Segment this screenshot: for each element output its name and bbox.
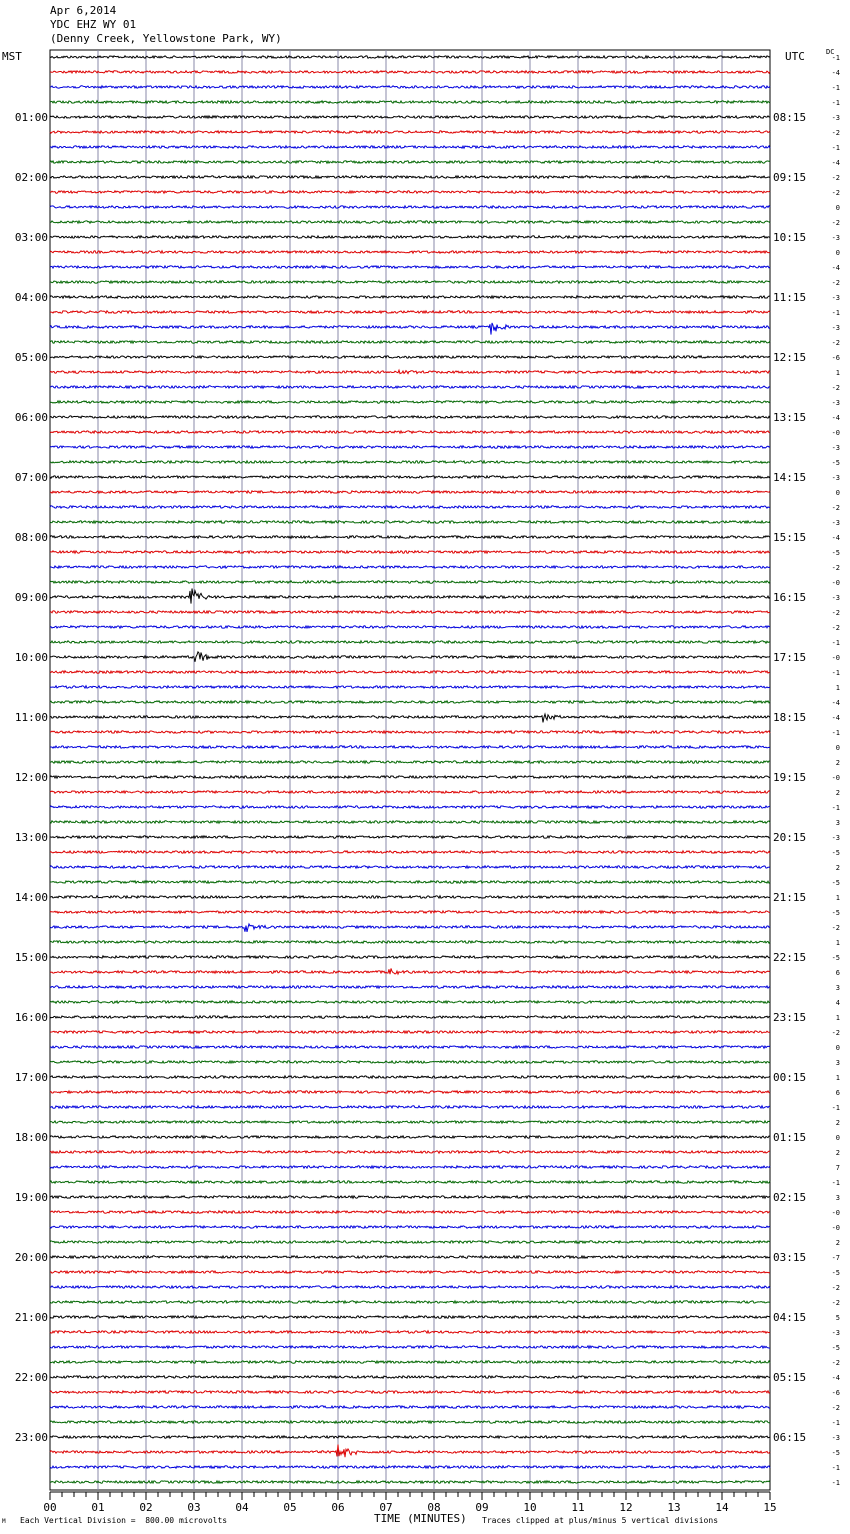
- right-hour-label: 09:15: [773, 171, 807, 184]
- trace-row: [50, 146, 770, 148]
- trace-row: [50, 71, 770, 73]
- trace-row: [50, 1136, 770, 1138]
- trace-row: [50, 791, 770, 793]
- dc-offset-value: -3: [831, 1329, 840, 1337]
- trace-row: [50, 296, 770, 298]
- trace-row: [50, 56, 770, 58]
- x-tick-label: 11: [571, 1501, 585, 1514]
- trace-row: [50, 1466, 770, 1468]
- left-hour-label: 10:00: [14, 651, 48, 664]
- dc-offset-value: 2: [835, 1149, 840, 1157]
- dc-offset-value: -3: [831, 324, 840, 332]
- dc-offset-value: 5: [835, 1314, 840, 1322]
- left-hour-label: 19:00: [14, 1191, 48, 1204]
- dc-offset-value: -1: [831, 1464, 840, 1472]
- dc-offset-value: -1: [831, 804, 840, 812]
- dc-offset-value: 6: [835, 1089, 840, 1097]
- trace-row: [50, 746, 770, 748]
- dc-offset-value: -1: [831, 1179, 840, 1187]
- trace-row: [50, 116, 770, 118]
- dc-offset-value: -2: [831, 924, 840, 932]
- trace-row: [50, 641, 770, 643]
- dc-offset-value: -0: [831, 429, 840, 437]
- x-tick-label: 13: [667, 1501, 681, 1514]
- station-title: YDC EHZ WY 01: [50, 18, 137, 31]
- right-hour-label: 19:15: [773, 771, 807, 784]
- dc-offset-value: -1: [831, 1419, 840, 1427]
- trace-row: [50, 1346, 770, 1348]
- right-hour-label: 02:15: [773, 1191, 807, 1204]
- trace-row: [50, 416, 770, 418]
- dc-offset-value: -2: [831, 1284, 840, 1292]
- trace-row: [50, 1361, 770, 1363]
- dc-offset-header: DC: [826, 48, 835, 56]
- right-hour-label: 10:15: [773, 231, 807, 244]
- right-hour-label: 18:15: [773, 711, 807, 724]
- trace-row: [50, 191, 770, 193]
- trace-row: [50, 311, 770, 313]
- right-hour-label: 22:15: [773, 951, 807, 964]
- dc-offset-value: 1: [835, 1014, 840, 1022]
- trace-row: [50, 281, 770, 283]
- dc-offset-value: -7: [831, 1254, 840, 1262]
- dc-offset-value: -2: [831, 1029, 840, 1037]
- right-hour-label: 00:15: [773, 1071, 807, 1084]
- dc-offset-value: -1: [831, 669, 840, 677]
- dc-offset-value: -4: [831, 534, 840, 542]
- dc-offset-value: -6: [831, 354, 840, 362]
- right-hour-label: 11:15: [773, 291, 807, 304]
- left-hour-label: 12:00: [14, 771, 48, 784]
- right-hour-label: 16:15: [773, 591, 807, 604]
- dc-offset-value: 2: [835, 789, 840, 797]
- clip-note: Traces clipped at plus/minus 5 vertical divisions: [482, 1516, 719, 1525]
- left-hour-label: 15:00: [14, 951, 48, 964]
- trace-row: [50, 221, 770, 223]
- left-hour-label: 13:00: [14, 831, 48, 844]
- trace-row: [50, 1001, 770, 1003]
- dc-offset-value: -3: [831, 519, 840, 527]
- trace-row: [50, 671, 770, 673]
- dc-offset-value: -5: [831, 1449, 840, 1457]
- dc-offset-value: -0: [831, 1224, 840, 1232]
- dc-offset-value: -2: [831, 384, 840, 392]
- trace-row: [50, 761, 770, 763]
- dc-offset-value: 0: [835, 1044, 840, 1052]
- trace-row: [50, 401, 770, 403]
- left-hour-label: 23:00: [14, 1431, 48, 1444]
- dc-offset-value: -5: [831, 1344, 840, 1352]
- left-hour-label: 11:00: [14, 711, 48, 724]
- dc-offset-value: -2: [831, 174, 840, 182]
- trace-row: [50, 1256, 770, 1258]
- right-hour-label: 23:15: [773, 1011, 807, 1024]
- dc-offset-value: -2: [831, 219, 840, 227]
- dc-offset-value: -1: [831, 144, 840, 152]
- left-hour-label: 04:00: [14, 291, 48, 304]
- trace-row: [50, 1211, 770, 1213]
- left-hour-label: 14:00: [14, 891, 48, 904]
- trace-row: [50, 551, 770, 553]
- plot-frame: [50, 50, 770, 1490]
- dc-offset-value: 0: [835, 744, 840, 752]
- trace-row: [50, 1376, 770, 1378]
- trace-row: [50, 1271, 770, 1273]
- trace-row: [50, 251, 770, 253]
- trace-row: [50, 386, 770, 388]
- x-tick-label: 10: [523, 1501, 537, 1514]
- left-hour-label: 02:00: [14, 171, 48, 184]
- left-hour-label: 05:00: [14, 351, 48, 364]
- scale-note: Each Vertical Division = 800.00 microvolts: [20, 1516, 228, 1525]
- dc-offset-value: 2: [835, 864, 840, 872]
- dc-offset-value: 7: [835, 1164, 840, 1172]
- trace-row: [50, 714, 770, 722]
- trace-row: [50, 1196, 770, 1198]
- trace-row: [50, 1166, 770, 1168]
- trace-row: [50, 566, 770, 568]
- right-timezone-label: UTC: [785, 50, 805, 63]
- trace-row: [50, 491, 770, 493]
- trace-row: [50, 1331, 770, 1333]
- trace-row: [50, 323, 770, 335]
- trace-row: [50, 1226, 770, 1228]
- dc-offset-value: -5: [831, 549, 840, 557]
- dc-offset-value: -0: [831, 579, 840, 587]
- dc-offset-value: 0: [835, 204, 840, 212]
- trace-row: [50, 446, 770, 448]
- dc-offset-value: -2: [831, 564, 840, 572]
- trace-row: [50, 1076, 770, 1078]
- dc-offset-value: -2: [831, 189, 840, 197]
- x-tick-label: 07: [379, 1501, 393, 1514]
- dc-offset-value: -4: [831, 1374, 840, 1382]
- dc-offset-value: 3: [835, 984, 840, 992]
- dc-offset-value: 1: [835, 684, 840, 692]
- right-hour-label: 21:15: [773, 891, 807, 904]
- trace-row: [50, 1031, 770, 1033]
- left-hour-label: 20:00: [14, 1251, 48, 1264]
- left-hour-label: 17:00: [14, 1071, 48, 1084]
- trace-row: [50, 1016, 770, 1018]
- trace-row: [50, 581, 770, 583]
- x-tick-label: 01: [91, 1501, 105, 1514]
- dc-offset-value: -3: [831, 834, 840, 842]
- trace-row: [50, 611, 770, 613]
- dc-offset-value: -1: [831, 84, 840, 92]
- dc-offset-value: -3: [831, 1434, 840, 1442]
- dc-offset-value: 1: [835, 939, 840, 947]
- dc-offset-value: -0: [831, 654, 840, 662]
- trace-row: [50, 1121, 770, 1123]
- trace-row: [50, 1301, 770, 1303]
- trace-row: [50, 206, 770, 208]
- dc-offset-value: -5: [831, 459, 840, 467]
- dc-offset-value: 0: [835, 489, 840, 497]
- dc-offset-value: 3: [835, 819, 840, 827]
- trace-row: [50, 86, 770, 88]
- trace-row: [50, 266, 770, 268]
- date-title: Apr 6,2014: [50, 4, 117, 17]
- dc-offset-value: -1: [831, 54, 840, 62]
- left-hour-label: 08:00: [14, 531, 48, 544]
- trace-row: [50, 1421, 770, 1423]
- x-tick-label: 12: [619, 1501, 633, 1514]
- dc-offset-value: -4: [831, 414, 840, 422]
- dc-offset-value: -5: [831, 1269, 840, 1277]
- trace-row: [50, 806, 770, 808]
- trace-row: [50, 1286, 770, 1288]
- trace-row: [50, 1406, 770, 1408]
- dc-offset-value: -0: [831, 774, 840, 782]
- dc-offset-value: -2: [831, 339, 840, 347]
- trace-row: [50, 1316, 770, 1318]
- dc-offset-value: -1: [831, 99, 840, 107]
- dc-offset-value: -1: [831, 1104, 840, 1112]
- right-hour-label: 06:15: [773, 1431, 807, 1444]
- dc-offset-value: -2: [831, 1359, 840, 1367]
- right-hour-label: 14:15: [773, 471, 807, 484]
- trace-row: [50, 1106, 770, 1108]
- right-hour-label: 01:15: [773, 1131, 807, 1144]
- trace-row: [50, 1481, 770, 1483]
- trace-row: [50, 1445, 770, 1458]
- dc-offset-value: -3: [831, 114, 840, 122]
- trace-row: [50, 476, 770, 478]
- x-tick-label: 09: [475, 1501, 489, 1514]
- right-hour-label: 04:15: [773, 1311, 807, 1324]
- x-tick-label: 15: [763, 1501, 777, 1514]
- trace-row: [50, 1151, 770, 1153]
- left-hour-label: 03:00: [14, 231, 48, 244]
- dc-offset-value: 1: [835, 894, 840, 902]
- trace-row: [50, 341, 770, 343]
- dc-offset-value: -4: [831, 159, 840, 167]
- dc-offset-value: -1: [831, 309, 840, 317]
- trace-row: [50, 836, 770, 838]
- dc-offset-value: 6: [835, 969, 840, 977]
- trace-row: [50, 506, 770, 508]
- trace-row: [50, 941, 770, 943]
- left-hour-label: 07:00: [14, 471, 48, 484]
- dc-offset-value: 1: [835, 369, 840, 377]
- trace-row: [50, 521, 770, 523]
- trace-row: [50, 101, 770, 103]
- trace-row: [50, 1046, 770, 1048]
- trace-row: [50, 176, 770, 178]
- corner-mark: M: [2, 1518, 6, 1525]
- right-hour-label: 05:15: [773, 1371, 807, 1384]
- dc-offset-value: -4: [831, 714, 840, 722]
- right-hour-label: 20:15: [773, 831, 807, 844]
- dc-offset-value: -2: [831, 1404, 840, 1412]
- dc-offset-value: 0: [835, 1134, 840, 1142]
- x-tick-label: 14: [715, 1501, 729, 1514]
- left-hour-label: 06:00: [14, 411, 48, 424]
- left-hour-label: 16:00: [14, 1011, 48, 1024]
- dc-offset-value: -2: [831, 1299, 840, 1307]
- x-tick-label: 04: [235, 1501, 249, 1514]
- dc-offset-value: -5: [831, 909, 840, 917]
- trace-row: [50, 1391, 770, 1393]
- trace-row: [50, 896, 770, 898]
- dc-offset-value: 4: [835, 999, 840, 1007]
- right-hour-label: 13:15: [773, 411, 807, 424]
- trace-row: [50, 776, 770, 778]
- x-tick-label: 05: [283, 1501, 297, 1514]
- trace-row: [50, 881, 770, 883]
- dc-offset-value: -2: [831, 624, 840, 632]
- trace-row: [50, 821, 770, 823]
- dc-offset-value: 1: [835, 1074, 840, 1082]
- dc-offset-value: -3: [831, 474, 840, 482]
- x-tick-label: 02: [139, 1501, 153, 1514]
- right-hour-label: 17:15: [773, 651, 807, 664]
- dc-offset-value: -0: [831, 1209, 840, 1217]
- trace-row: [50, 1181, 770, 1183]
- x-tick-label: 08: [427, 1501, 441, 1514]
- right-hour-label: 15:15: [773, 531, 807, 544]
- dc-offset-value: -4: [831, 264, 840, 272]
- trace-row: [50, 131, 770, 133]
- right-hour-label: 03:15: [773, 1251, 807, 1264]
- trace-row: [50, 652, 770, 662]
- dc-offset-value: -4: [831, 69, 840, 77]
- dc-offset-value: 3: [835, 1059, 840, 1067]
- trace-row: [50, 1241, 770, 1243]
- trace-row: [50, 461, 770, 463]
- left-hour-label: 09:00: [14, 591, 48, 604]
- x-axis-label: TIME (MINUTES): [374, 1512, 467, 1525]
- trace-row: [50, 356, 770, 358]
- location-title: (Denny Creek, Yellowstone Park, WY): [50, 32, 282, 45]
- dc-offset-value: -2: [831, 609, 840, 617]
- trace-row: [50, 589, 770, 604]
- right-hour-label: 12:15: [773, 351, 807, 364]
- dc-offset-value: 0: [835, 249, 840, 257]
- trace-row: [50, 851, 770, 853]
- trace-row: [50, 986, 770, 988]
- dc-offset-value: 2: [835, 1239, 840, 1247]
- dc-offset-value: -3: [831, 444, 840, 452]
- trace-row: [50, 956, 770, 958]
- dc-offset-value: -6: [831, 1389, 840, 1397]
- trace-row: [50, 370, 770, 373]
- dc-offset-value: -1: [831, 639, 840, 647]
- left-hour-label: 22:00: [14, 1371, 48, 1384]
- trace-row: [50, 161, 770, 163]
- trace-row: [50, 1091, 770, 1093]
- trace-row: [50, 686, 770, 688]
- dc-offset-value: -5: [831, 954, 840, 962]
- dc-offset-value: -5: [831, 849, 840, 857]
- x-tick-label: 03: [187, 1501, 201, 1514]
- left-timezone-label: MST: [2, 50, 22, 63]
- trace-row: [50, 911, 770, 913]
- dc-offset-value: -3: [831, 294, 840, 302]
- x-tick-label: 00: [43, 1501, 57, 1514]
- dc-offset-value: 3: [835, 1194, 840, 1202]
- dc-offset-value: 2: [835, 1119, 840, 1127]
- dc-offset-value: 2: [835, 759, 840, 767]
- x-tick-label: 06: [331, 1501, 345, 1514]
- dc-offset-value: -4: [831, 699, 840, 707]
- trace-row: [50, 536, 770, 538]
- trace-row: [50, 431, 770, 433]
- dc-offset-value: -2: [831, 504, 840, 512]
- trace-row: [50, 1436, 770, 1438]
- left-hour-label: 18:00: [14, 1131, 48, 1144]
- trace-row: [50, 968, 770, 974]
- left-hour-label: 21:00: [14, 1311, 48, 1324]
- dc-offset-value: -3: [831, 594, 840, 602]
- dc-offset-value: -1: [831, 729, 840, 737]
- trace-row: [50, 1061, 770, 1063]
- trace-row: [50, 626, 770, 628]
- trace-row: [50, 731, 770, 733]
- trace-row: [50, 701, 770, 703]
- trace-row: [50, 236, 770, 238]
- left-hour-label: 01:00: [14, 111, 48, 124]
- dc-offset-value: -5: [831, 879, 840, 887]
- dc-offset-value: -2: [831, 129, 840, 137]
- dc-offset-value: -2: [831, 279, 840, 287]
- right-hour-label: 08:15: [773, 111, 807, 124]
- trace-row: [50, 866, 770, 868]
- dc-offset-value: -1: [831, 1479, 840, 1487]
- dc-offset-value: -3: [831, 234, 840, 242]
- dc-offset-value: -3: [831, 399, 840, 407]
- trace-row: [50, 924, 770, 932]
